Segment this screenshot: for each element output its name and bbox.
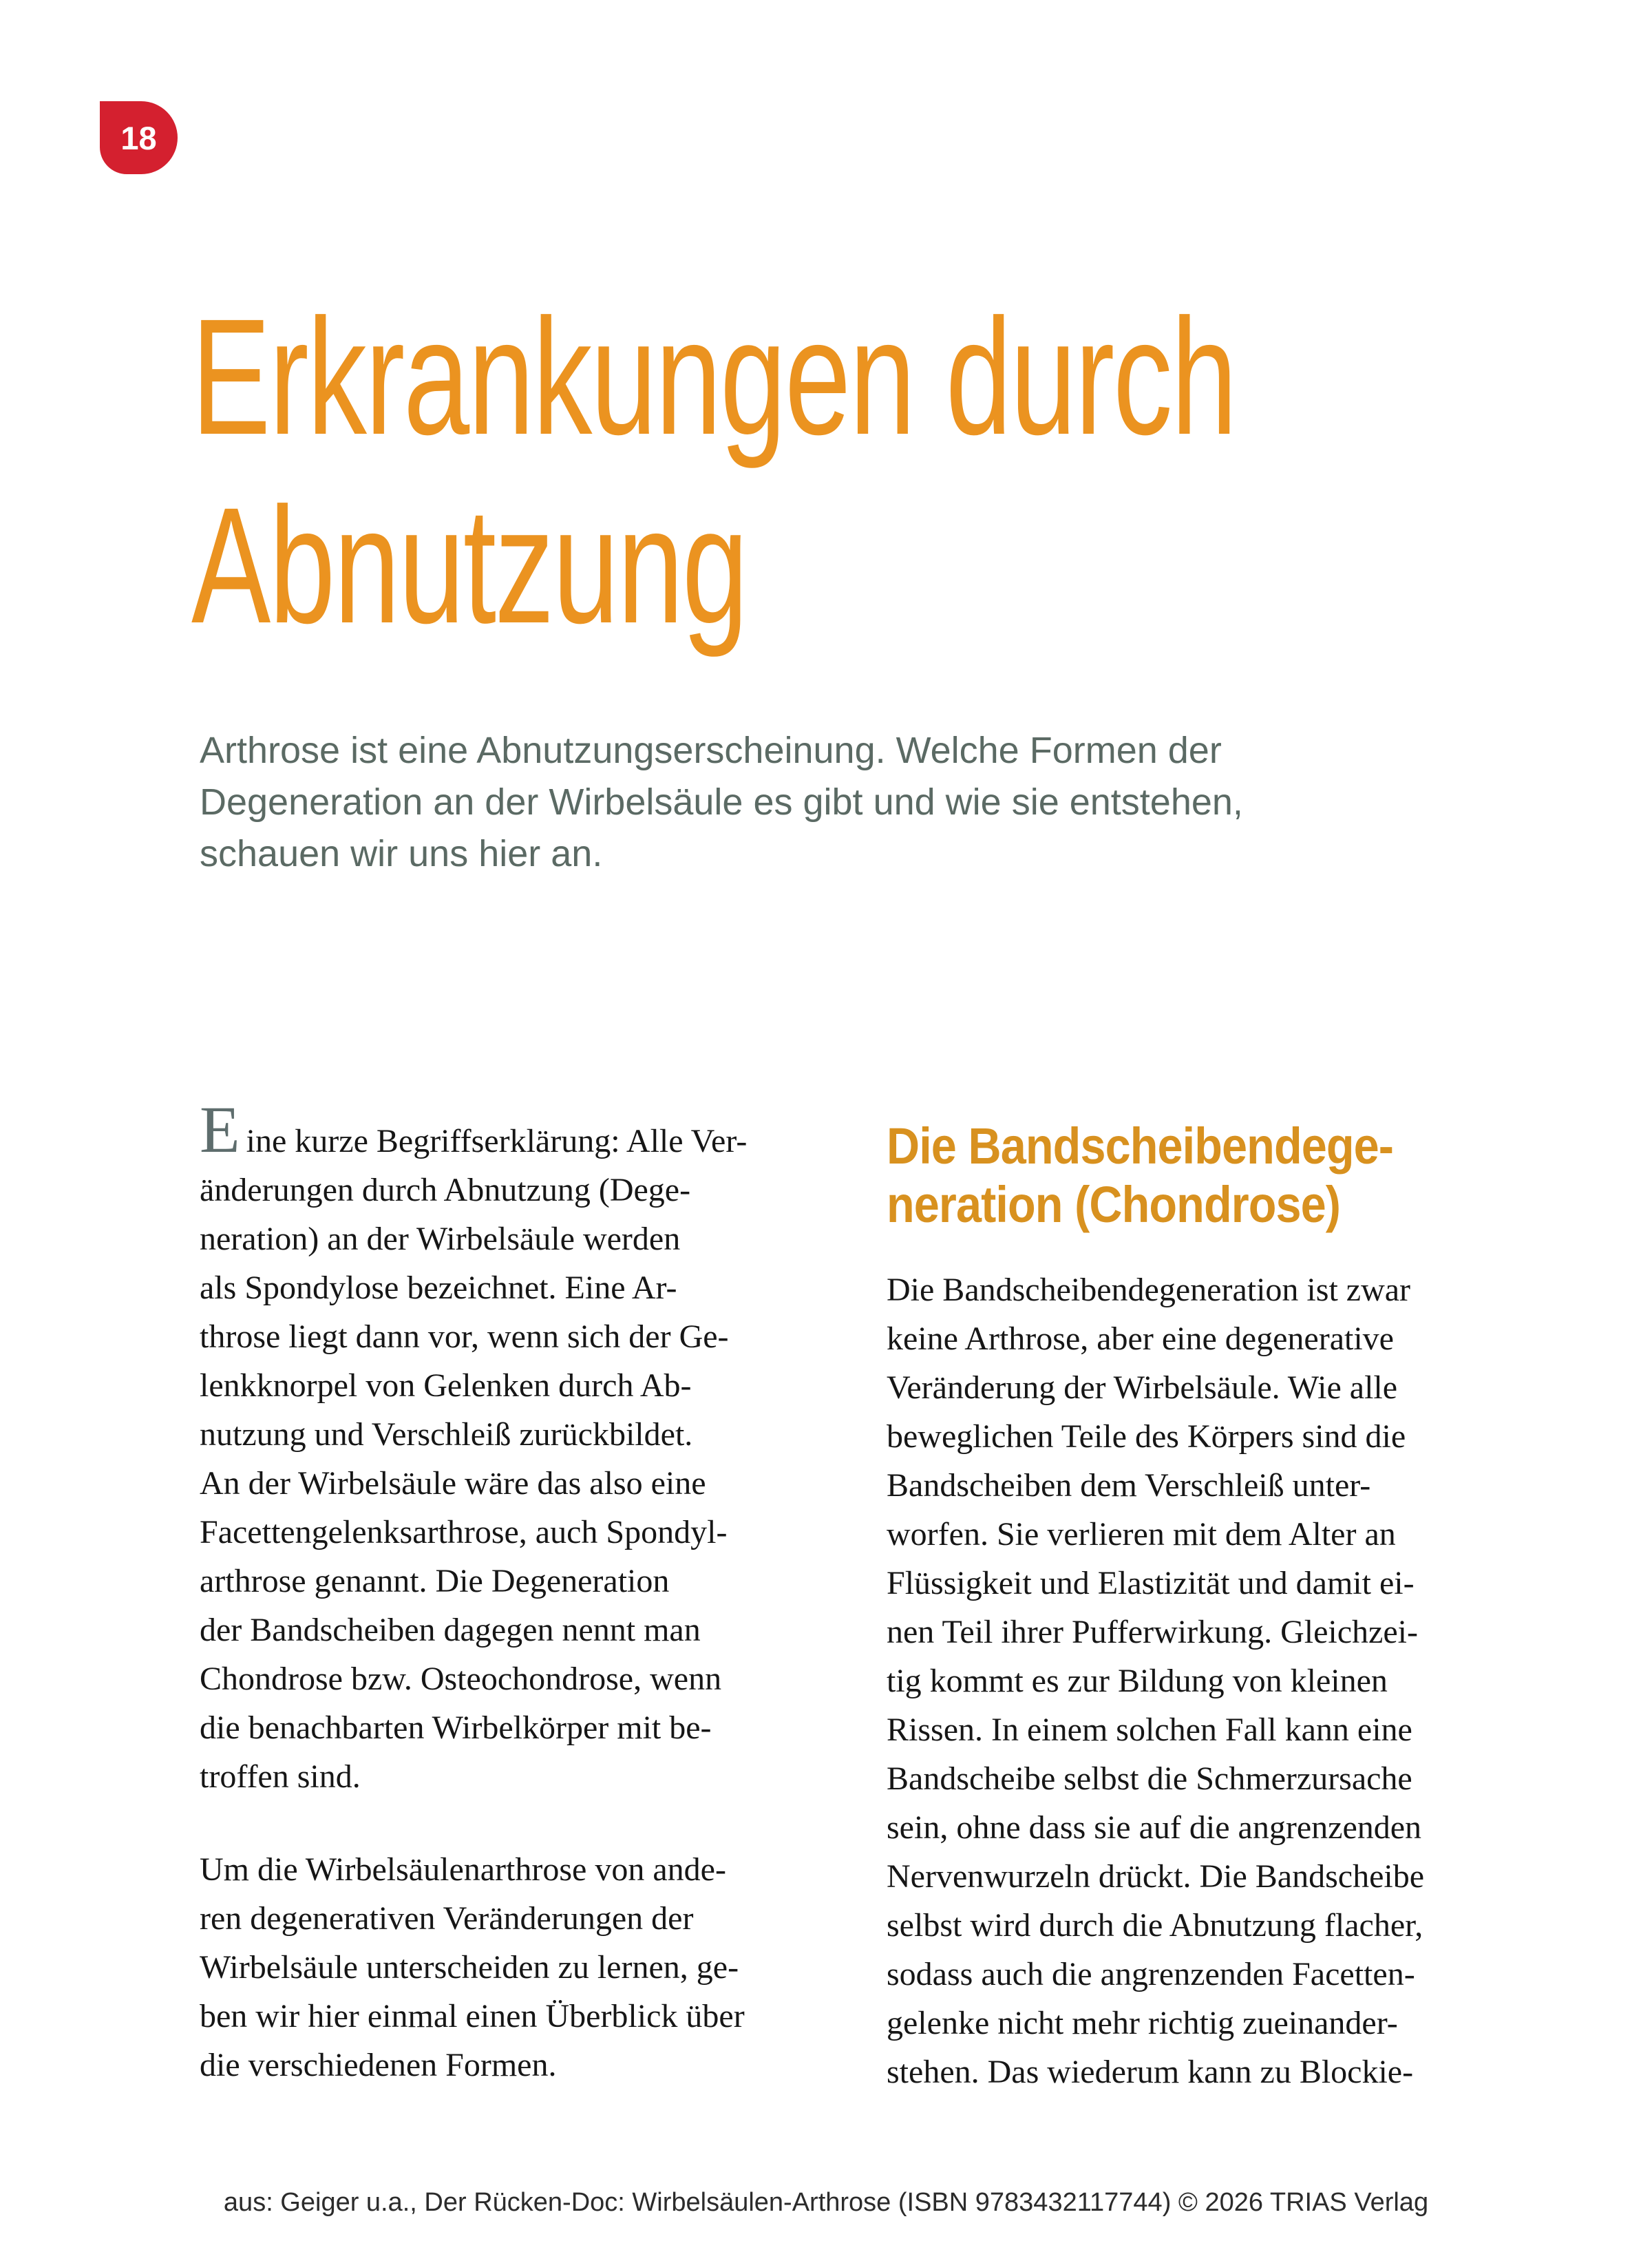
text-line: tig kommt es zur Bildung von kleinen — [887, 1663, 1388, 1699]
text-line: Rissen. In einem solchen Fall kann eine — [887, 1712, 1412, 1748]
text-line: Um die Wirbelsäulenarthrose von ande- — [200, 1851, 726, 1888]
text-line: keine Arthrose, aber eine degenerative — [887, 1321, 1394, 1357]
paragraph-2 — [200, 1845, 823, 2090]
text-line: Veränderung der Wirbelsäule. Wie alle — [887, 1369, 1398, 1406]
text-line: Bandscheiben dem Verschleiß unter- — [887, 1467, 1371, 1504]
text-line: gelenke nicht mehr richtig zueinander- — [887, 2005, 1398, 2041]
text-line: die verschiedenen Formen. — [200, 2047, 557, 2083]
text-line: Wirbelsäule unterscheiden zu lernen, ge- — [200, 1949, 739, 1986]
raised-initial-cap: E — [200, 1093, 240, 1166]
text-line: Die Bandscheibendege- — [887, 1117, 1394, 1175]
text-line: schauen wir uns hier an. — [200, 833, 603, 874]
page-title — [191, 282, 1236, 660]
text-line: ben wir hier einmal einen Überblick über — [200, 1998, 745, 2034]
text-line: änderungen durch Abnutzung (Dege- — [200, 1172, 691, 1208]
text-line — [200, 1093, 823, 1166]
text-line: selbst wird durch die Abnutzung flacher, — [887, 1907, 1423, 1944]
text-line: Die Bandscheibendegeneration ist zwar — [887, 1272, 1411, 1308]
text-line: nen Teil ihrer Pufferwirkung. Gleichzei- — [887, 1614, 1418, 1650]
left-column — [200, 1093, 823, 2090]
text-line: Facettengelenksarthrose, auch Spondyl- — [200, 1514, 728, 1550]
text-line: lenkknorpel von Gelenken durch Ab- — [200, 1367, 692, 1404]
page-number-badge: 18 — [100, 101, 178, 174]
text-line: nutzung und Verschleiß zurückbildet. — [200, 1416, 693, 1453]
text-line: der Bandscheiben dagegen nennt man — [200, 1612, 701, 1648]
source-footer: aus: Geiger u.a., Der Rücken-Doc: Wirbelsäulen-Arthrose (ISBN 9783432117744) © 2026 TRIAS Verlag — [223, 2188, 1429, 2217]
text-line: als Spondylose bezeichnet. Eine Ar- — [200, 1270, 677, 1306]
first-line-text: ine kurze Begriffserklärung: Alle Ver- — [246, 1123, 748, 1159]
paragraph-1-lines — [200, 1166, 823, 1801]
right-column-body — [887, 1265, 1485, 2096]
section-heading — [887, 1117, 1426, 1234]
text-line: arthrose genannt. Die Degeneration — [200, 1563, 670, 1599]
text-line: stehen. Das wiederum kann zu Blockie- — [887, 2054, 1414, 2090]
text-line: An der Wirbelsäule wäre das also eine — [200, 1465, 706, 1502]
text-line: Nervenwurzeln drückt. Die Bandscheibe — [887, 1858, 1425, 1895]
text-line: Flüssigkeit und Elastizität und damit ei- — [887, 1565, 1415, 1601]
text-line: Erkrankungen durch — [191, 284, 1236, 469]
text-line: troffen sind. — [200, 1758, 361, 1795]
text-line: throse liegt dann vor, wenn sich der Ge- — [200, 1318, 729, 1355]
text-line: Bandscheibe selbst die Schmerzursache — [887, 1760, 1412, 1797]
right-column — [887, 1117, 1485, 2096]
text-line: die benachbarten Wirbelkörper mit be- — [200, 1709, 712, 1746]
text-line: Arthrose ist eine Abnutzungserscheinung. Welche Formen der — [200, 730, 1222, 771]
text-line: ren degenerativen Veränderungen der — [200, 1900, 694, 1937]
text-line: Chondrose bzw. Osteochondrose, wenn — [200, 1661, 722, 1697]
text-line: Degeneration an der Wirbelsäule es gibt und wie sie entstehen, — [200, 781, 1243, 823]
text-line: neration) an der Wirbelsäule werden — [200, 1221, 681, 1257]
text-line: sodass auch die angrenzenden Facetten- — [887, 1956, 1415, 1992]
text-line: neration (Chondrose) — [887, 1176, 1341, 1233]
paragraph-1 — [200, 1093, 823, 1801]
text-line: beweglichen Teile des Körpers sind die — [887, 1418, 1406, 1455]
intro-text — [200, 725, 1243, 880]
text-line: sein, ohne dass sie auf die angrenzenden — [887, 1809, 1422, 1846]
text-line: Abnutzung — [191, 473, 747, 657]
text-line: worfen. Sie verlieren mit dem Alter an — [887, 1516, 1396, 1553]
